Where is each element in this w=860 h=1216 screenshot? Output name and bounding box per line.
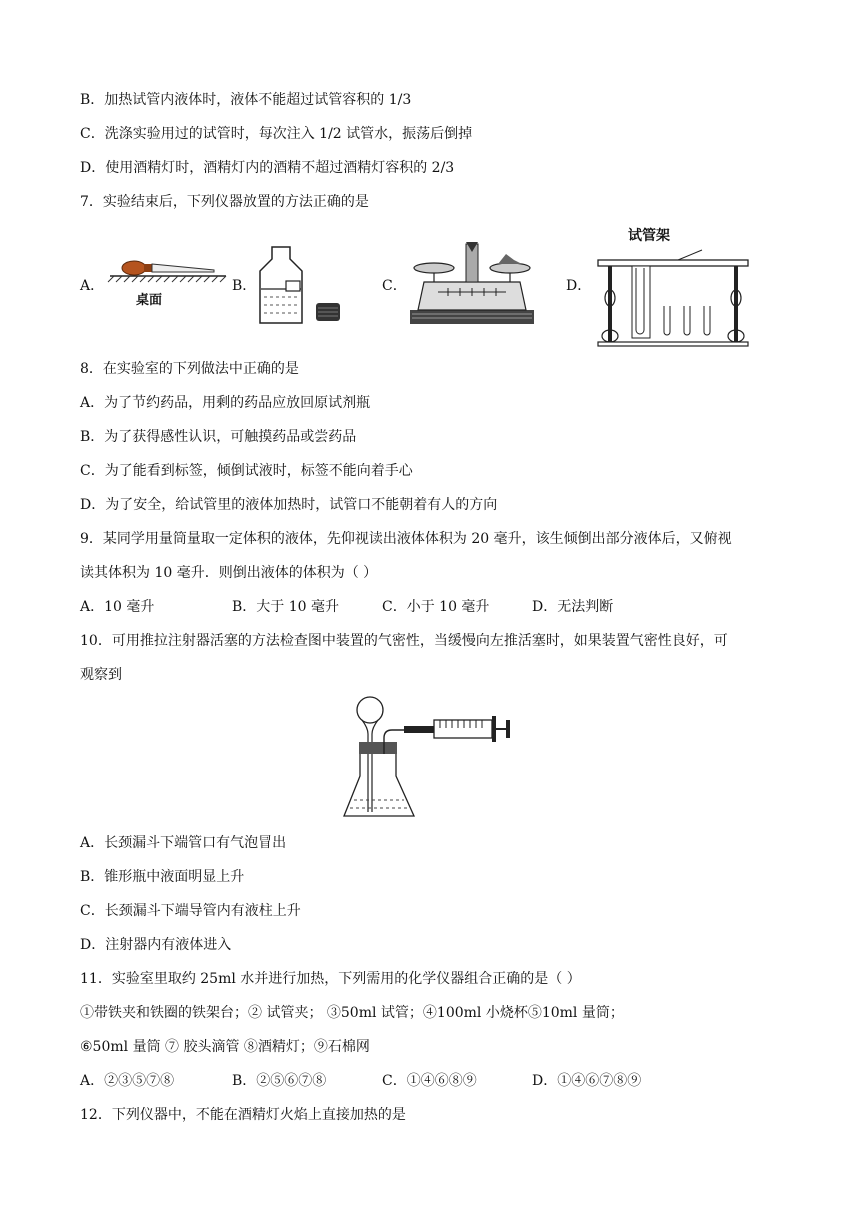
q10-stem-line1: 10．可用推拉注射器活塞的方法检查图中装置的气密性，当缓慢向左推活塞时，如果装置气密性良好，可	[80, 633, 728, 649]
q9-stem-line1: 9．某同学用量筒量取一定体积的液体，先仰视读出液体体积为 20 毫升，该生倾倒出部分液体后，又俯视	[80, 531, 732, 547]
q8-option-a: A．为了节约药品，用剩的药品应放回原试剂瓶	[80, 395, 371, 411]
q11-list-line2: ⑥50ml 量筒 ⑦ 胶头滴管 ⑧酒精灯；⑨石棉网	[80, 1039, 370, 1055]
q11-option-b: B．②⑤⑥⑦⑧	[232, 1073, 327, 1089]
q10-option-d: D．注射器内有液体进入	[80, 937, 232, 953]
q9-option-c: C．小于 10 毫升	[382, 599, 490, 615]
q10-stem-line2: 观察到	[80, 667, 122, 683]
q7-option-a-label: A．	[80, 278, 105, 294]
q7-stem: 7．实验结束后，下列仪器放置的方法正确的是	[80, 194, 369, 210]
q11-option-d: D．①④⑥⑦⑧⑨	[532, 1073, 642, 1089]
q8-stem: 8．在实验室的下列做法中正确的是	[80, 361, 299, 377]
balance-figure	[408, 238, 536, 326]
q6-option-d: D．使用酒精灯时，酒精灯内的酒精不超过酒精灯容积的 2/3	[80, 160, 455, 176]
q8-option-c: C．为了能看到标签，倾倒试液时，标签不能向着手心	[80, 463, 413, 479]
q12-stem: 12．下列仪器中，不能在酒精灯火焰上直接加热的是	[80, 1107, 406, 1123]
q11-list-line1: ①带铁夹和铁圈的铁架台；② 试管夹； ③50ml 试管；④100ml 小烧杯⑤10ml 量筒；	[80, 1005, 624, 1021]
q9-option-a: A．10 毫升	[80, 599, 155, 615]
desk-label: 桌面	[136, 293, 163, 308]
q9-stem-line2: 读其体积为 10 毫升．则倒出液体的体积为（ ）	[80, 565, 378, 581]
q7-option-b-label: B．	[232, 278, 257, 294]
q9-option-d: D．无法判断	[532, 599, 614, 615]
test-tube-rack-figure	[594, 252, 754, 348]
q9-option-b: B．大于 10 毫升	[232, 599, 340, 615]
reagent-bottle-figure	[256, 245, 348, 327]
rack-label: 试管架	[628, 228, 670, 244]
dropper-on-desk-figure	[108, 252, 238, 312]
q11-option-a: A．②③⑤⑦⑧	[80, 1073, 175, 1089]
q6-option-b: B．加热试管内液体时，液体不能超过试管容积的 1/3	[80, 92, 412, 108]
q6-option-c: C．洗涤实验用过的试管时，每次注入 1/2 试管水，振荡后倒掉	[80, 126, 473, 142]
q7-option-d-label: D．	[566, 278, 592, 294]
airtightness-apparatus-figure	[340, 692, 520, 826]
q7-option-c-label: C．	[382, 278, 407, 294]
q10-option-a: A．长颈漏斗下端管口有气泡冒出	[80, 835, 287, 851]
q8-option-d: D．为了安全，给试管里的液体加热时，试管口不能朝着有人的方向	[80, 497, 498, 513]
q11-option-c: C．①④⑥⑧⑨	[382, 1073, 477, 1089]
q8-option-b: B．为了获得感性认识，可触摸药品或尝药品	[80, 429, 357, 445]
q10-option-c: C．长颈漏斗下端导管内有液柱上升	[80, 903, 301, 919]
q11-stem: 11．实验室里取约 25ml 水并进行加热，下列需用的化学仪器组合正确的是（ ）	[80, 971, 581, 987]
q10-option-b: B．锥形瓶中液面明显上升	[80, 869, 245, 885]
